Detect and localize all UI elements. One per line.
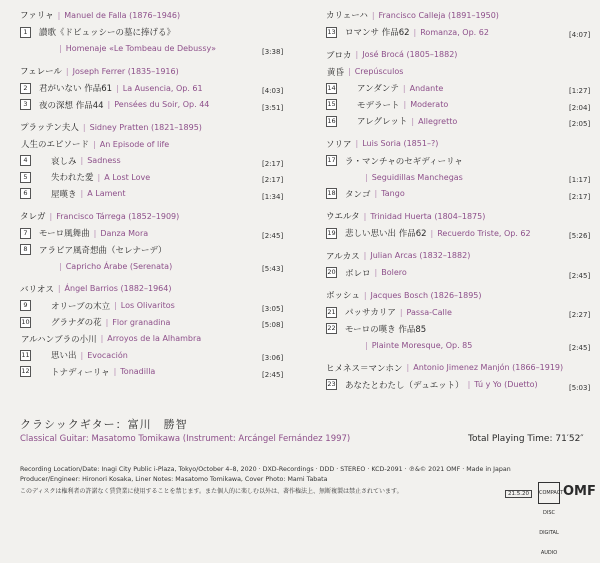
- track-row: [20, 188, 126, 200]
- composer-name-jp: フェレール: [20, 67, 62, 77]
- track-title-jp: 失われた愛: [51, 173, 94, 183]
- composer-name-jp: カリェーハ: [326, 11, 368, 21]
- track-duration: [2:17]: [262, 176, 284, 184]
- track-title-jp: アラビア風奇想曲（セレナーデ）: [39, 245, 167, 256]
- track-row: [20, 26, 175, 38]
- track-title-jp: 讃歌《ドビュッシーの墓に捧げる》: [39, 28, 176, 38]
- track-number: 6: [20, 188, 31, 199]
- track-title-en: Romanza, Op. 62: [420, 27, 489, 37]
- credits-line-1: Recording Location/Date: Inagi City Public i-Plaza, Tokyo/October 4–8, 2020 · DXD-Recordings · DDD · STEREO · KCD-2091 · ℗&© 2021 OMF · Made in Japan: [20, 466, 511, 473]
- track-number: 16: [327, 116, 336, 125]
- composer-name-en: Jacques Bosch (1826–1895): [370, 290, 482, 300]
- composer-name-en: Luis Soria (1851–?): [362, 139, 439, 148]
- track-number: 18: [327, 189, 336, 197]
- track-duration: [2:45]: [569, 271, 591, 280]
- track-row: [326, 26, 489, 38]
- separator: |: [371, 10, 375, 20]
- track-title-jp: モーロの嘆き 作品85: [345, 324, 427, 335]
- omf-logo: OMF: [563, 484, 596, 499]
- track-title-en: Capricho Árabe (Serenata): [65, 261, 173, 271]
- credits-line-2: Producer/Engineer: Hironori Kosaka, Liner Notes: Masatomo Tomikawa, Cover Photo: Mami Tabata: [20, 476, 328, 483]
- track-row: [326, 267, 407, 279]
- track-title-jp: 悲しい思い出 作品62: [345, 229, 427, 239]
- track-title-jp: アルハンブラの小川: [21, 334, 97, 345]
- separator: |: [413, 27, 417, 37]
- track-title-jp: トナディーリャ: [51, 367, 110, 378]
- track-title-en: A Lament: [87, 189, 126, 198]
- track-number: 5: [20, 172, 31, 183]
- track-row: [20, 349, 128, 361]
- track-title-en: Homenaje «Le Tombeau de Debussy»: [65, 44, 216, 53]
- track-title-jp: グラナダの花: [51, 318, 102, 328]
- separator: |: [406, 363, 410, 372]
- track-row: [326, 155, 463, 167]
- track-duration: [5:08]: [262, 321, 284, 329]
- track-title-en: An Episode of life: [99, 139, 170, 149]
- separator: |: [65, 66, 69, 76]
- track-title-en: Flor granadina: [112, 317, 171, 327]
- track-row: [326, 227, 531, 239]
- track-number: 1: [20, 27, 31, 38]
- separator: |: [59, 44, 62, 53]
- separator: |: [49, 211, 53, 221]
- track-title-en: Tango: [381, 189, 405, 198]
- track-title-en: Pensées du Soir, Op. 44: [114, 100, 210, 109]
- artist-name-jp: クラシックギター：富川 勝智: [20, 418, 188, 431]
- composer-name-jp: タレガ: [20, 212, 46, 222]
- track-duration: [4:07]: [569, 31, 591, 39]
- track-title-jp: パッサカリア: [345, 308, 396, 318]
- track-number: 8: [20, 244, 31, 255]
- credits-line-3: このディスクは権利者の許諾なく賃貸業に使用することを禁じます。また個人的に楽しむ以外は、著作権法上、無断複製は禁止されています。: [20, 488, 403, 495]
- composer-name-jp: ソリア: [326, 139, 352, 150]
- composer-name-jp: プラッテン夫人: [20, 123, 79, 133]
- track-number: 21: [327, 307, 336, 316]
- composer-name-jp: アルカス: [326, 251, 360, 262]
- composer-row: [20, 65, 179, 77]
- composer-name-en: Antonio Jimenez Manjón (1866–1919): [413, 363, 564, 372]
- separator: |: [97, 172, 101, 182]
- track-row: [326, 379, 538, 391]
- composer-name-en: Trinidad Huerta (1804–1875): [370, 211, 486, 221]
- track-duration: [3:05]: [262, 304, 284, 313]
- composer-row: [326, 362, 563, 374]
- track-title-jp: ボレロ: [345, 268, 371, 279]
- track-duration: [5:03]: [569, 383, 591, 392]
- separator: |: [116, 83, 119, 93]
- composer-name-en: José Brocá (1805–1882): [362, 50, 458, 59]
- track-title-en: Arroyos de la Alhambra: [107, 334, 202, 343]
- track-row: [20, 333, 201, 345]
- artist-name-en: Classical Guitar: Masatomo Tomikawa (Instrument: Arcángel Fernández 1997): [20, 434, 351, 444]
- composer-row: [326, 9, 499, 21]
- track-duration: [2:45]: [262, 232, 284, 240]
- track-duration: [2:27]: [569, 311, 591, 319]
- track-title-jp: ラ・マンチャのセギディーリャ: [345, 156, 463, 167]
- track-row: [20, 138, 169, 150]
- separator: |: [399, 307, 403, 317]
- track-title-jp: アレグレット: [357, 117, 408, 127]
- track-row: [326, 339, 472, 351]
- track-row: [326, 66, 403, 78]
- track-title-en: Plainte Moresque, Op. 85: [371, 340, 473, 350]
- composer-name-en: Julian Arcas (1832–1882): [370, 251, 471, 260]
- track-row: [20, 300, 175, 312]
- separator: |: [80, 350, 84, 360]
- track-title-en: Sadness: [87, 156, 121, 165]
- track-row: [20, 227, 148, 239]
- separator: |: [365, 340, 368, 350]
- track-duration: [3:06]: [262, 354, 284, 362]
- track-row: [326, 171, 463, 183]
- compact-disc-logo: COMPACT DISC DIGITAL AUDIO: [538, 482, 560, 504]
- track-duration: [2:05]: [569, 120, 591, 128]
- track-row: [326, 82, 443, 94]
- track-number: 20: [327, 268, 336, 276]
- track-title-jp: 思い出: [51, 351, 77, 361]
- track-title-jp: タンゴ: [345, 189, 371, 200]
- composer-name-en: Joseph Ferrer (1835–1916): [72, 66, 179, 76]
- track-title-en: Passa-Calle: [406, 307, 452, 317]
- total-playing-time: Total Playing Time: 71′52″: [468, 434, 584, 444]
- track-title-en: Andante: [409, 83, 444, 93]
- composer-row: [20, 210, 179, 222]
- composer-row: [20, 283, 171, 295]
- composer-name-jp: ヒメネス＝マンホン: [326, 363, 403, 374]
- separator: |: [467, 380, 471, 389]
- track-duration: [3:51]: [262, 103, 284, 112]
- separator: |: [403, 100, 407, 109]
- track-duration: [5:26]: [569, 232, 591, 240]
- track-row: [326, 188, 405, 200]
- track-title-en: Seguidillas Manchegas: [371, 172, 463, 182]
- composer-name-jp: ファリャ: [20, 11, 54, 21]
- separator: |: [100, 334, 104, 343]
- track-number: 22: [327, 324, 336, 332]
- track-title-en: Los Olivaritos: [120, 301, 175, 310]
- track-title-en: Tú y Yo (Duetto): [474, 380, 538, 389]
- composer-row: [326, 250, 470, 262]
- track-title-en: Moderato: [410, 100, 449, 109]
- track-duration: [1:34]: [262, 192, 284, 201]
- track-number: 14: [327, 83, 336, 92]
- separator: |: [93, 139, 96, 149]
- track-title-en: Tonadilla: [120, 367, 156, 376]
- separator: |: [365, 172, 368, 182]
- track-title-jp: あなたとわたし（デュエット）: [345, 380, 464, 391]
- separator: |: [363, 251, 367, 260]
- track-row: [20, 155, 121, 167]
- track-title-en: Crepúsculos: [354, 67, 404, 76]
- track-row: [326, 99, 448, 111]
- track-title-jp: アンダンテ: [357, 84, 399, 94]
- composer-name-en: Francisco Tárrega (1852–1909): [56, 211, 180, 221]
- track-row: [20, 260, 172, 272]
- track-title-jp: オリーブの木立: [51, 301, 111, 312]
- separator: |: [355, 139, 359, 148]
- track-number: 10: [21, 317, 30, 326]
- composer-name-jp: ウエルタ: [326, 212, 360, 222]
- track-row: [20, 316, 170, 328]
- track-title-jp: 哀しみ: [51, 156, 77, 167]
- composer-row: [326, 289, 482, 301]
- separator: |: [93, 228, 97, 238]
- track-row: [20, 366, 155, 378]
- track-number: 9: [20, 300, 31, 311]
- track-title-jp: モーロ風舞曲: [39, 229, 90, 239]
- separator: |: [82, 122, 86, 132]
- track-number: 11: [21, 350, 30, 359]
- composer-row: [326, 210, 485, 222]
- track-title-jp: 夜の深想 作品44: [39, 100, 104, 111]
- track-number: 19: [327, 228, 336, 237]
- track-duration: [2:04]: [569, 103, 591, 112]
- track-row: [326, 323, 426, 335]
- composer-row: [326, 49, 457, 61]
- separator: |: [80, 156, 84, 165]
- composer-name-en: Sidney Pratten (1821–1895): [89, 122, 202, 132]
- track-number: 7: [20, 228, 31, 239]
- composer-row: [20, 121, 202, 133]
- track-title-jp: 屋嘆き: [51, 189, 77, 200]
- track-title-jp: モデラート: [357, 100, 400, 111]
- composer-name-en: Manuel de Falla (1876–1946): [64, 10, 181, 20]
- track-number: 3: [20, 99, 31, 110]
- separator: |: [80, 189, 84, 198]
- track-title-jp: 君がいない 作品61: [39, 84, 113, 94]
- track-title-jp: 人生のエピソード: [21, 140, 90, 150]
- separator: |: [430, 228, 434, 238]
- composer-row: [326, 138, 438, 150]
- track-row: [326, 115, 457, 127]
- track-duration: [1:17]: [569, 176, 591, 184]
- track-title-jp: 黄昏: [327, 67, 345, 78]
- separator: |: [114, 301, 117, 310]
- track-number: 15: [327, 100, 336, 108]
- track-row: [20, 244, 167, 256]
- separator: |: [374, 268, 378, 277]
- separator: |: [411, 116, 415, 126]
- track-number: 23: [327, 380, 336, 388]
- track-row: [20, 99, 209, 111]
- composer-name-en: Francisco Calleja (1891–1950): [378, 10, 499, 20]
- track-number: 12: [21, 367, 30, 375]
- track-row: [20, 43, 216, 55]
- track-number: 2: [20, 83, 31, 94]
- track-title-en: Bolero: [381, 268, 407, 277]
- track-duration: [2:45]: [569, 344, 591, 352]
- separator: |: [402, 83, 406, 93]
- separator: |: [57, 284, 61, 293]
- composer-name-jp: ボッシュ: [326, 291, 360, 301]
- track-title-jp: ロマンサ 作品62: [345, 28, 410, 38]
- track-title-en: Allegretto: [418, 116, 458, 126]
- track-number: 17: [327, 156, 336, 164]
- track-duration: [3:38]: [262, 47, 284, 56]
- catalog-code: 21.5.20: [505, 490, 532, 498]
- separator: |: [107, 100, 111, 109]
- separator: |: [113, 367, 117, 376]
- separator: |: [374, 189, 378, 198]
- composer-name-en: Ángel Barrios (1882–1964): [64, 284, 172, 293]
- separator: |: [57, 10, 61, 20]
- track-number: 13: [327, 27, 336, 36]
- track-duration: [2:17]: [569, 192, 591, 201]
- track-title-en: Evocación: [87, 350, 128, 360]
- track-title-en: La Ausencia, Op. 61: [122, 83, 203, 93]
- separator: |: [363, 211, 367, 221]
- track-row: [326, 306, 452, 318]
- track-title-en: Recuerdo Triste, Op. 62: [437, 228, 531, 238]
- track-duration: [4:03]: [262, 87, 284, 95]
- track-duration: [2:45]: [262, 370, 284, 379]
- track-row: [20, 82, 203, 94]
- composer-name-jp: バリオス: [20, 284, 54, 295]
- separator: |: [59, 261, 62, 271]
- track-number: 4: [20, 155, 31, 166]
- track-row: [20, 171, 150, 183]
- track-duration: [2:17]: [262, 159, 284, 168]
- separator: |: [348, 67, 351, 76]
- track-title-en: A Lost Love: [104, 172, 151, 182]
- track-duration: [1:27]: [569, 87, 591, 95]
- composer-name-jp: ブロカ: [326, 50, 352, 61]
- track-title-en: Danza Mora: [100, 228, 149, 238]
- separator: |: [355, 50, 359, 59]
- composer-row: [20, 9, 180, 21]
- separator: |: [105, 317, 109, 327]
- separator: |: [363, 290, 367, 300]
- track-duration: [5:43]: [262, 265, 284, 273]
